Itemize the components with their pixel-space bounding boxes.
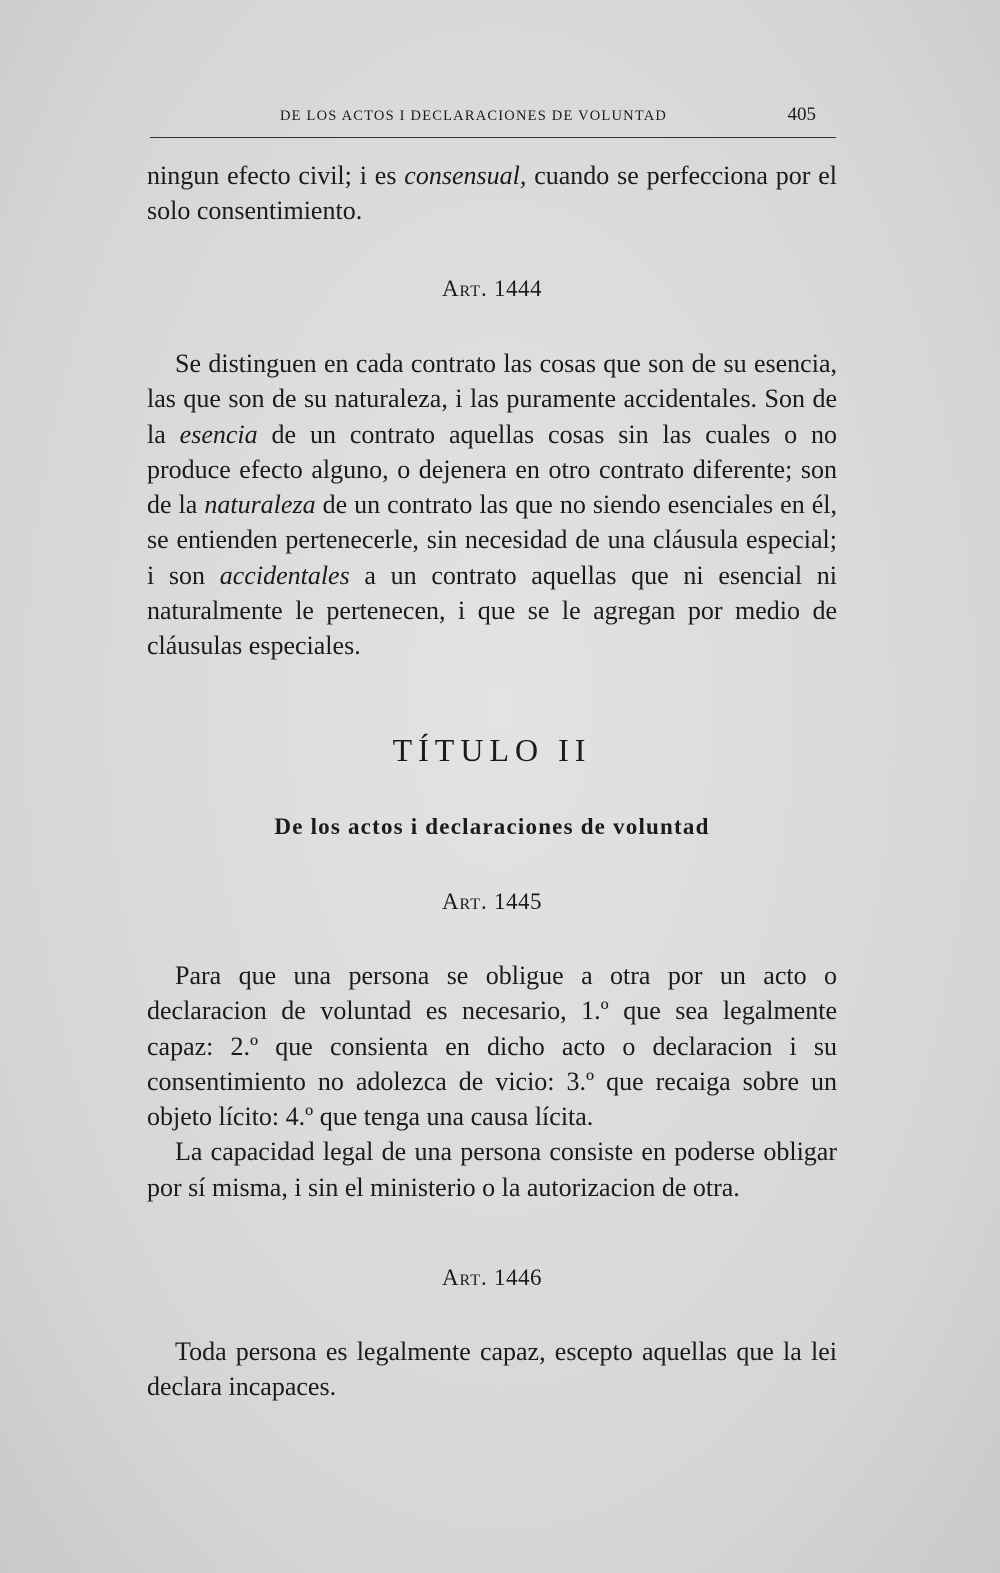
page-header xyxy=(150,104,838,130)
header-rule xyxy=(150,137,836,138)
article-1445-text: Para que una persona se obligue a otra por un acto o declaracion de voluntad es necesario, 1.º que sea legalmente capaz: 2.º que consienta en dicho acto o declaracion i su consentimiento no adolezca de vicio: 3.º que recaiga sobre un objeto lícito: 4.º que tenga una causa lícita. La capacidad legal de una persona consiste en poderse obligar por sí misma, i sin el ministerio o la autorizacion de otra. xyxy=(147,961,837,1202)
emphasis-consensual: consensual, xyxy=(404,161,527,190)
page-number: 405 xyxy=(787,104,816,125)
continuation-paragraph: ningun efecto civil; i es consensual, cuando se perfecciona por el solo consentimiento. xyxy=(147,161,837,226)
article-1444-text: Se distinguen en cada contrato las cosas que son de su esencia, las que son de su naturaleza, i las puramente accidentales. Son de la esencia de un contrato aquellas cosas sin las cuales o no produce efecto alguno, o dejenera en otro contrato diferente; son de la naturaleza de un contrato las que no siendo esenciales en él, se entienden pertenecerle, sin necesidad de una cláusula especial; i son accidentales a un contrato aquellas que ni esencial ni naturalmente le pertenecen, i que se le agregan por medio de cláusulas especiales. xyxy=(147,349,838,661)
titulo-heading: TÍTULO II xyxy=(392,732,592,768)
article-heading-1444: Art. 1444 xyxy=(441,276,543,301)
titulo-subheading: De los actos i declaraciones de voluntad xyxy=(274,814,710,839)
article-heading-1446: Art. 1446 xyxy=(441,1265,543,1290)
article-heading-1445: Art. 1445 xyxy=(441,889,543,914)
article-1446-text: Toda persona es legalmente capaz, escepto aquellas que la lei declara incapaces. xyxy=(147,1337,837,1402)
running-title: DE LOS ACTOS I DECLARACIONES DE VOLUNTAD xyxy=(280,108,668,124)
